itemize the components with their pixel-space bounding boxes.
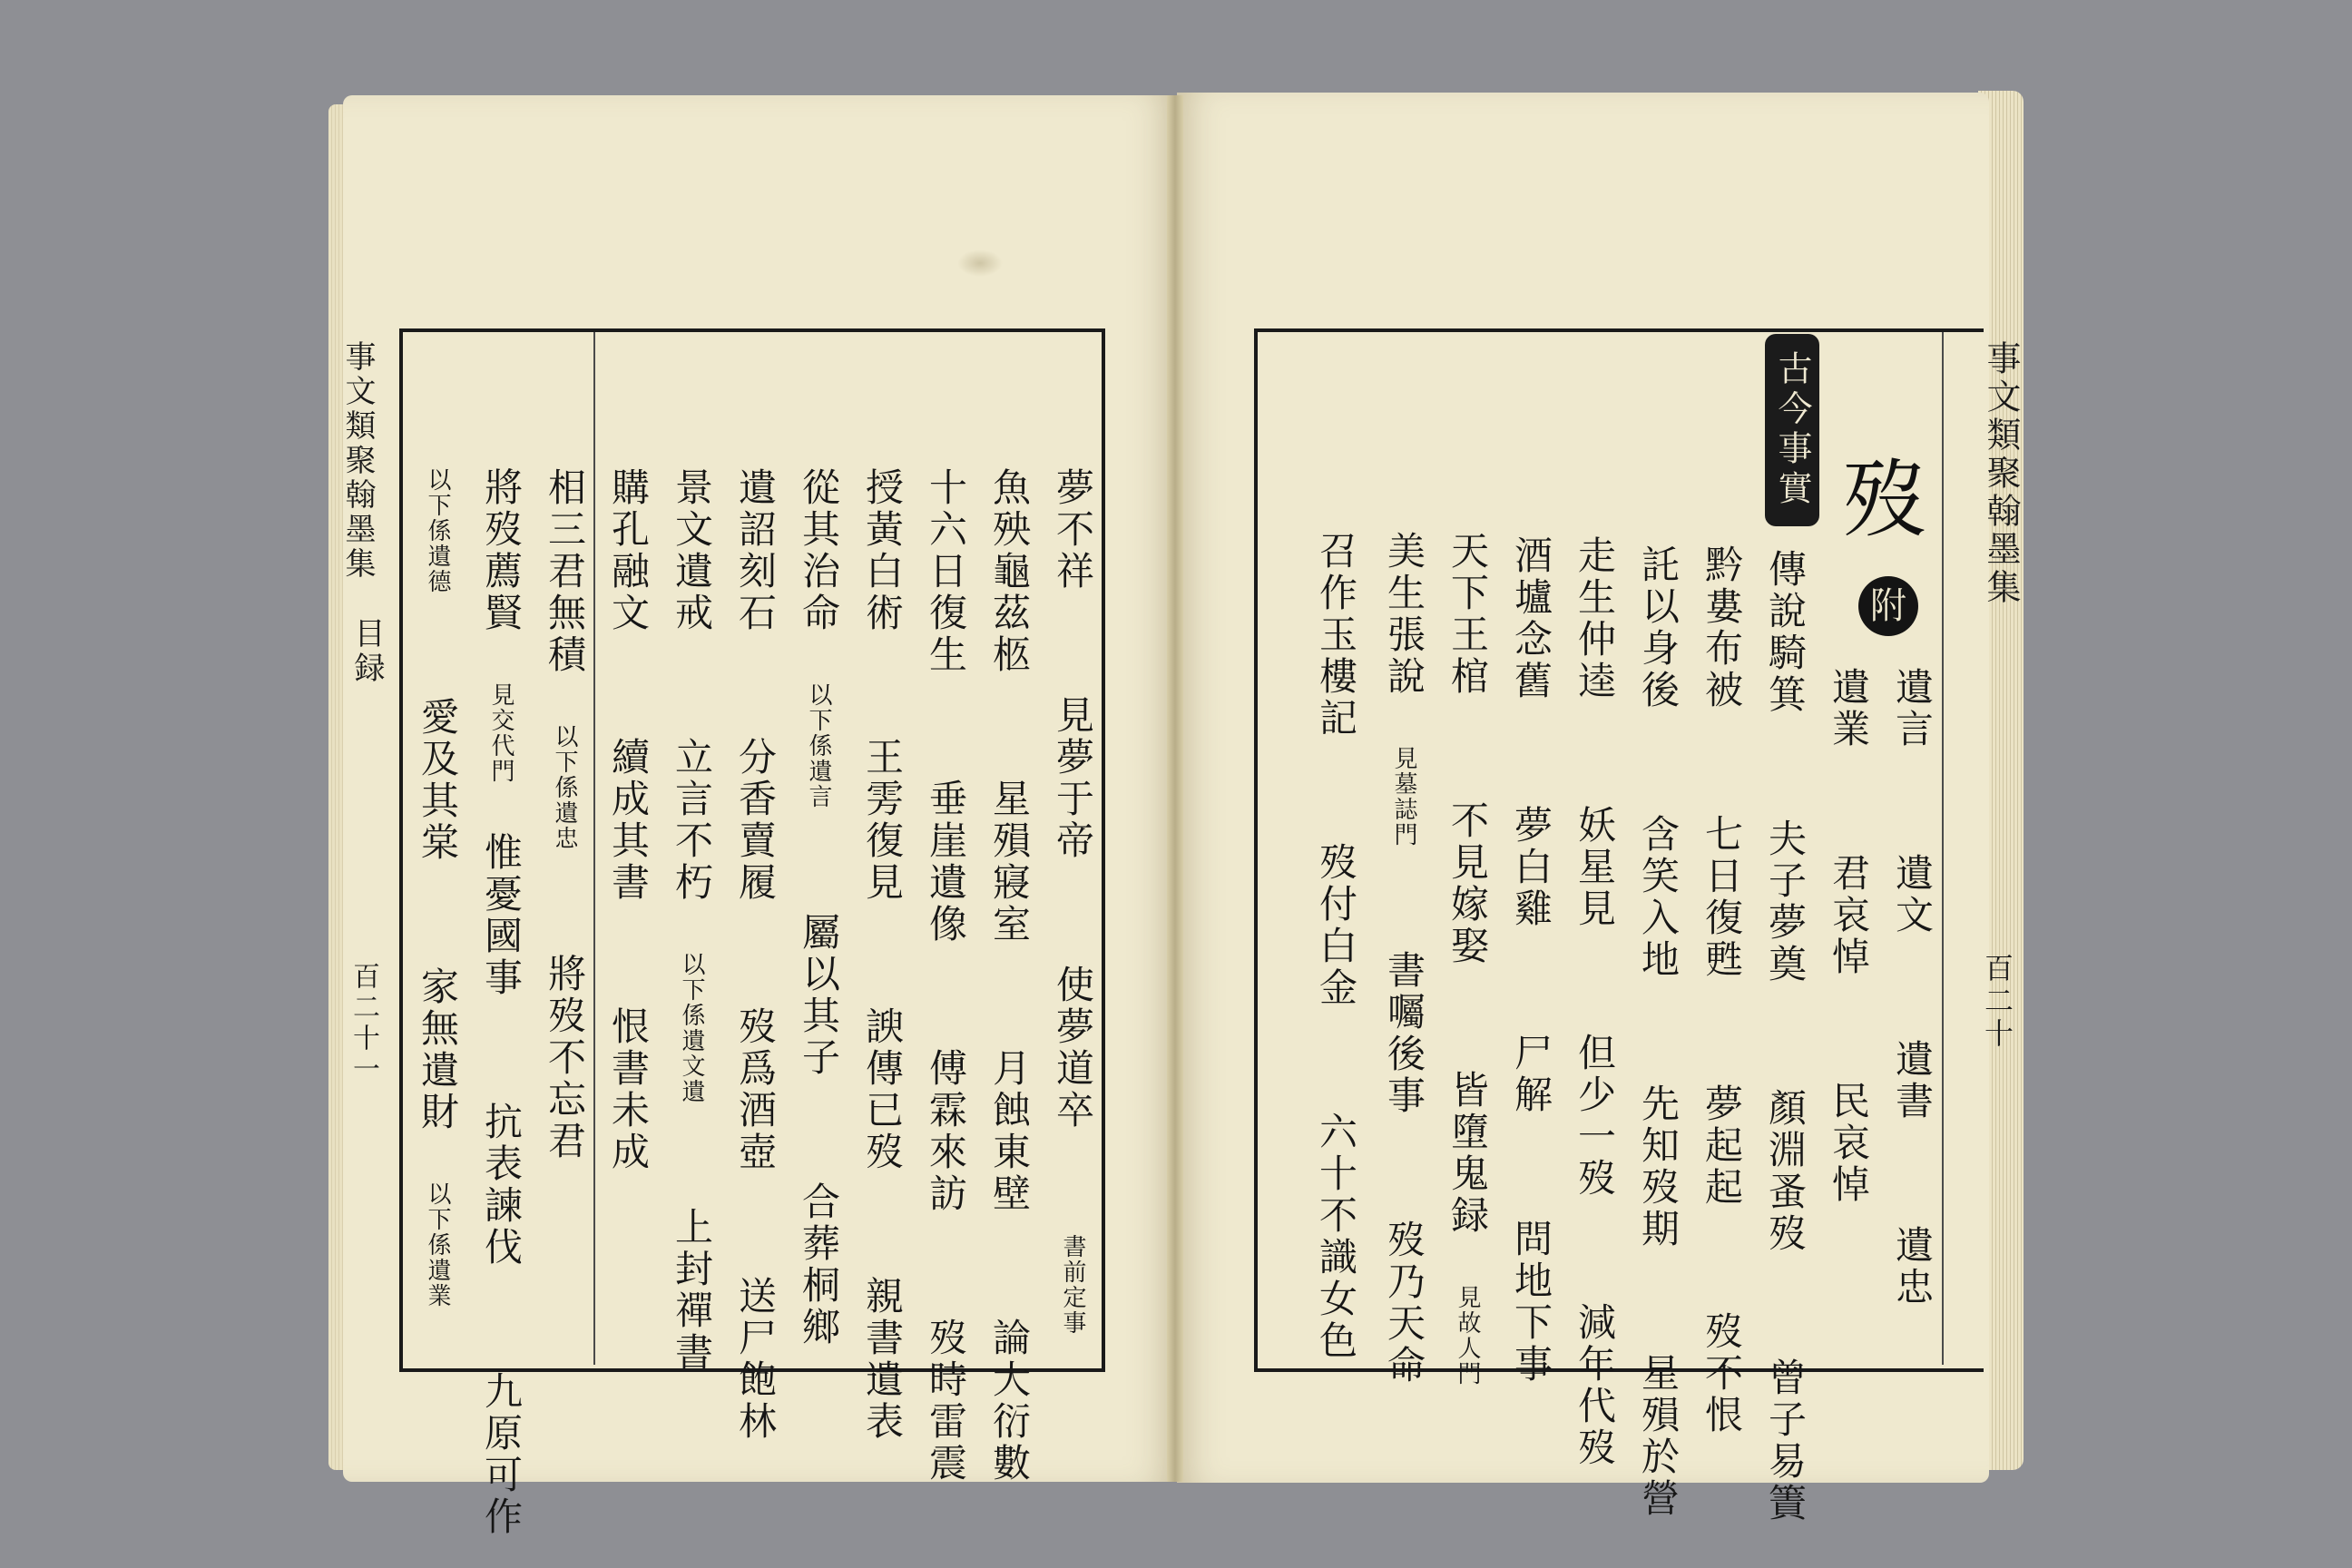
- column-rule: [1942, 332, 1944, 1365]
- entry-column: 夢不祥 見夢于帝 使夢道卒 書前定事: [1051, 467, 1095, 1336]
- inline-note: 以下係遺忠: [551, 724, 578, 851]
- entry-column: 託以身後 含笑入地 先知歿期 星殞於營: [1636, 544, 1681, 1520]
- column-rule: [593, 332, 595, 1365]
- entry-column: 傳說騎箕 夫子夢奠 顏淵蚤歿 曾子易簀: [1763, 549, 1808, 1524]
- entry-column: 酒壚念舊 夢白雞 尸解 問地下事: [1509, 535, 1553, 1386]
- entry-column: 十六日復生 垂崖遺像 傅霖來訪 歿時雷震: [924, 467, 968, 1485]
- entry-column: 將歿薦賢 見交代門 惟憂國事 抗表諫伐 九原可作: [479, 467, 524, 1538]
- inline-note: 見交代門: [487, 682, 514, 784]
- right-margin-title: 事文類聚翰墨集: [1981, 340, 2021, 607]
- book-gutter: [1167, 95, 1183, 1482]
- entry-column: 遺詔刻石 分香賣履 歿爲酒壺 送尸飽林: [733, 467, 778, 1443]
- section-badge: 古今事實: [1765, 334, 1819, 526]
- inline-note: 以下係遺文遺: [678, 952, 705, 1104]
- entry-column: 以下係遺德 愛及其棠 家無遺財 以下係遺業: [416, 467, 460, 1308]
- left-margin-section: 目録: [348, 617, 385, 686]
- entry-column: 相三君無積 以下係遺忠 將歿不忘君: [543, 467, 587, 1162]
- entry-column: 授黃白術 王雱復見 諛傳已歿 親書遺表: [860, 467, 905, 1443]
- entry-column: 購孔融文 續成其書 恨書未成: [606, 467, 651, 1173]
- appendix-mark: 附: [1858, 576, 1918, 636]
- inline-note: 以下係遺言: [805, 682, 832, 809]
- entry-column: 魚殃龜茲柩 星殞寢室 月蝕東壁 論大衍數: [987, 467, 1032, 1485]
- entry-column: 召作玉樓記 歿付白金 六十不識女色: [1314, 531, 1358, 1362]
- entry-column: 黔婁布被 七日復甦 夢起起 歿不恨: [1700, 544, 1744, 1436]
- inline-note: 見故人門: [1454, 1285, 1481, 1387]
- entry-column: 從其治命 以下係遺言 屬以其子 合葬桐鄉: [797, 467, 841, 1348]
- entry-column: 走生仲逵 妖星見 但少一歿 減年代歿: [1573, 535, 1617, 1469]
- entry-column: 美生張說 見墓誌門 書囑後事 歿乃天命: [1382, 531, 1426, 1387]
- entry-column: 天下王棺 不見嫁娶 皆墮鬼録 見故人門: [1446, 531, 1490, 1387]
- inline-note: 見墓誌門: [1390, 746, 1417, 848]
- entry-headword: 歿: [1842, 451, 1928, 550]
- paper-stain: [957, 250, 1003, 277]
- entry-column: 景文遺戒 立言不朽 以下係遺文遺 上封禪書: [670, 467, 714, 1374]
- left-margin-title: 事文類聚翰墨集: [339, 340, 376, 582]
- subtopic-column: 遺言 遺文 遺書 遺忠: [1890, 667, 1935, 1308]
- subtopic-column: 遺業 君哀悼 民哀悼: [1827, 667, 1871, 1206]
- inline-note: 以下係遺業: [424, 1181, 451, 1308]
- right-margin-folio: 百二十: [1980, 953, 2014, 1051]
- left-margin-folio: 百二十一: [348, 962, 379, 1085]
